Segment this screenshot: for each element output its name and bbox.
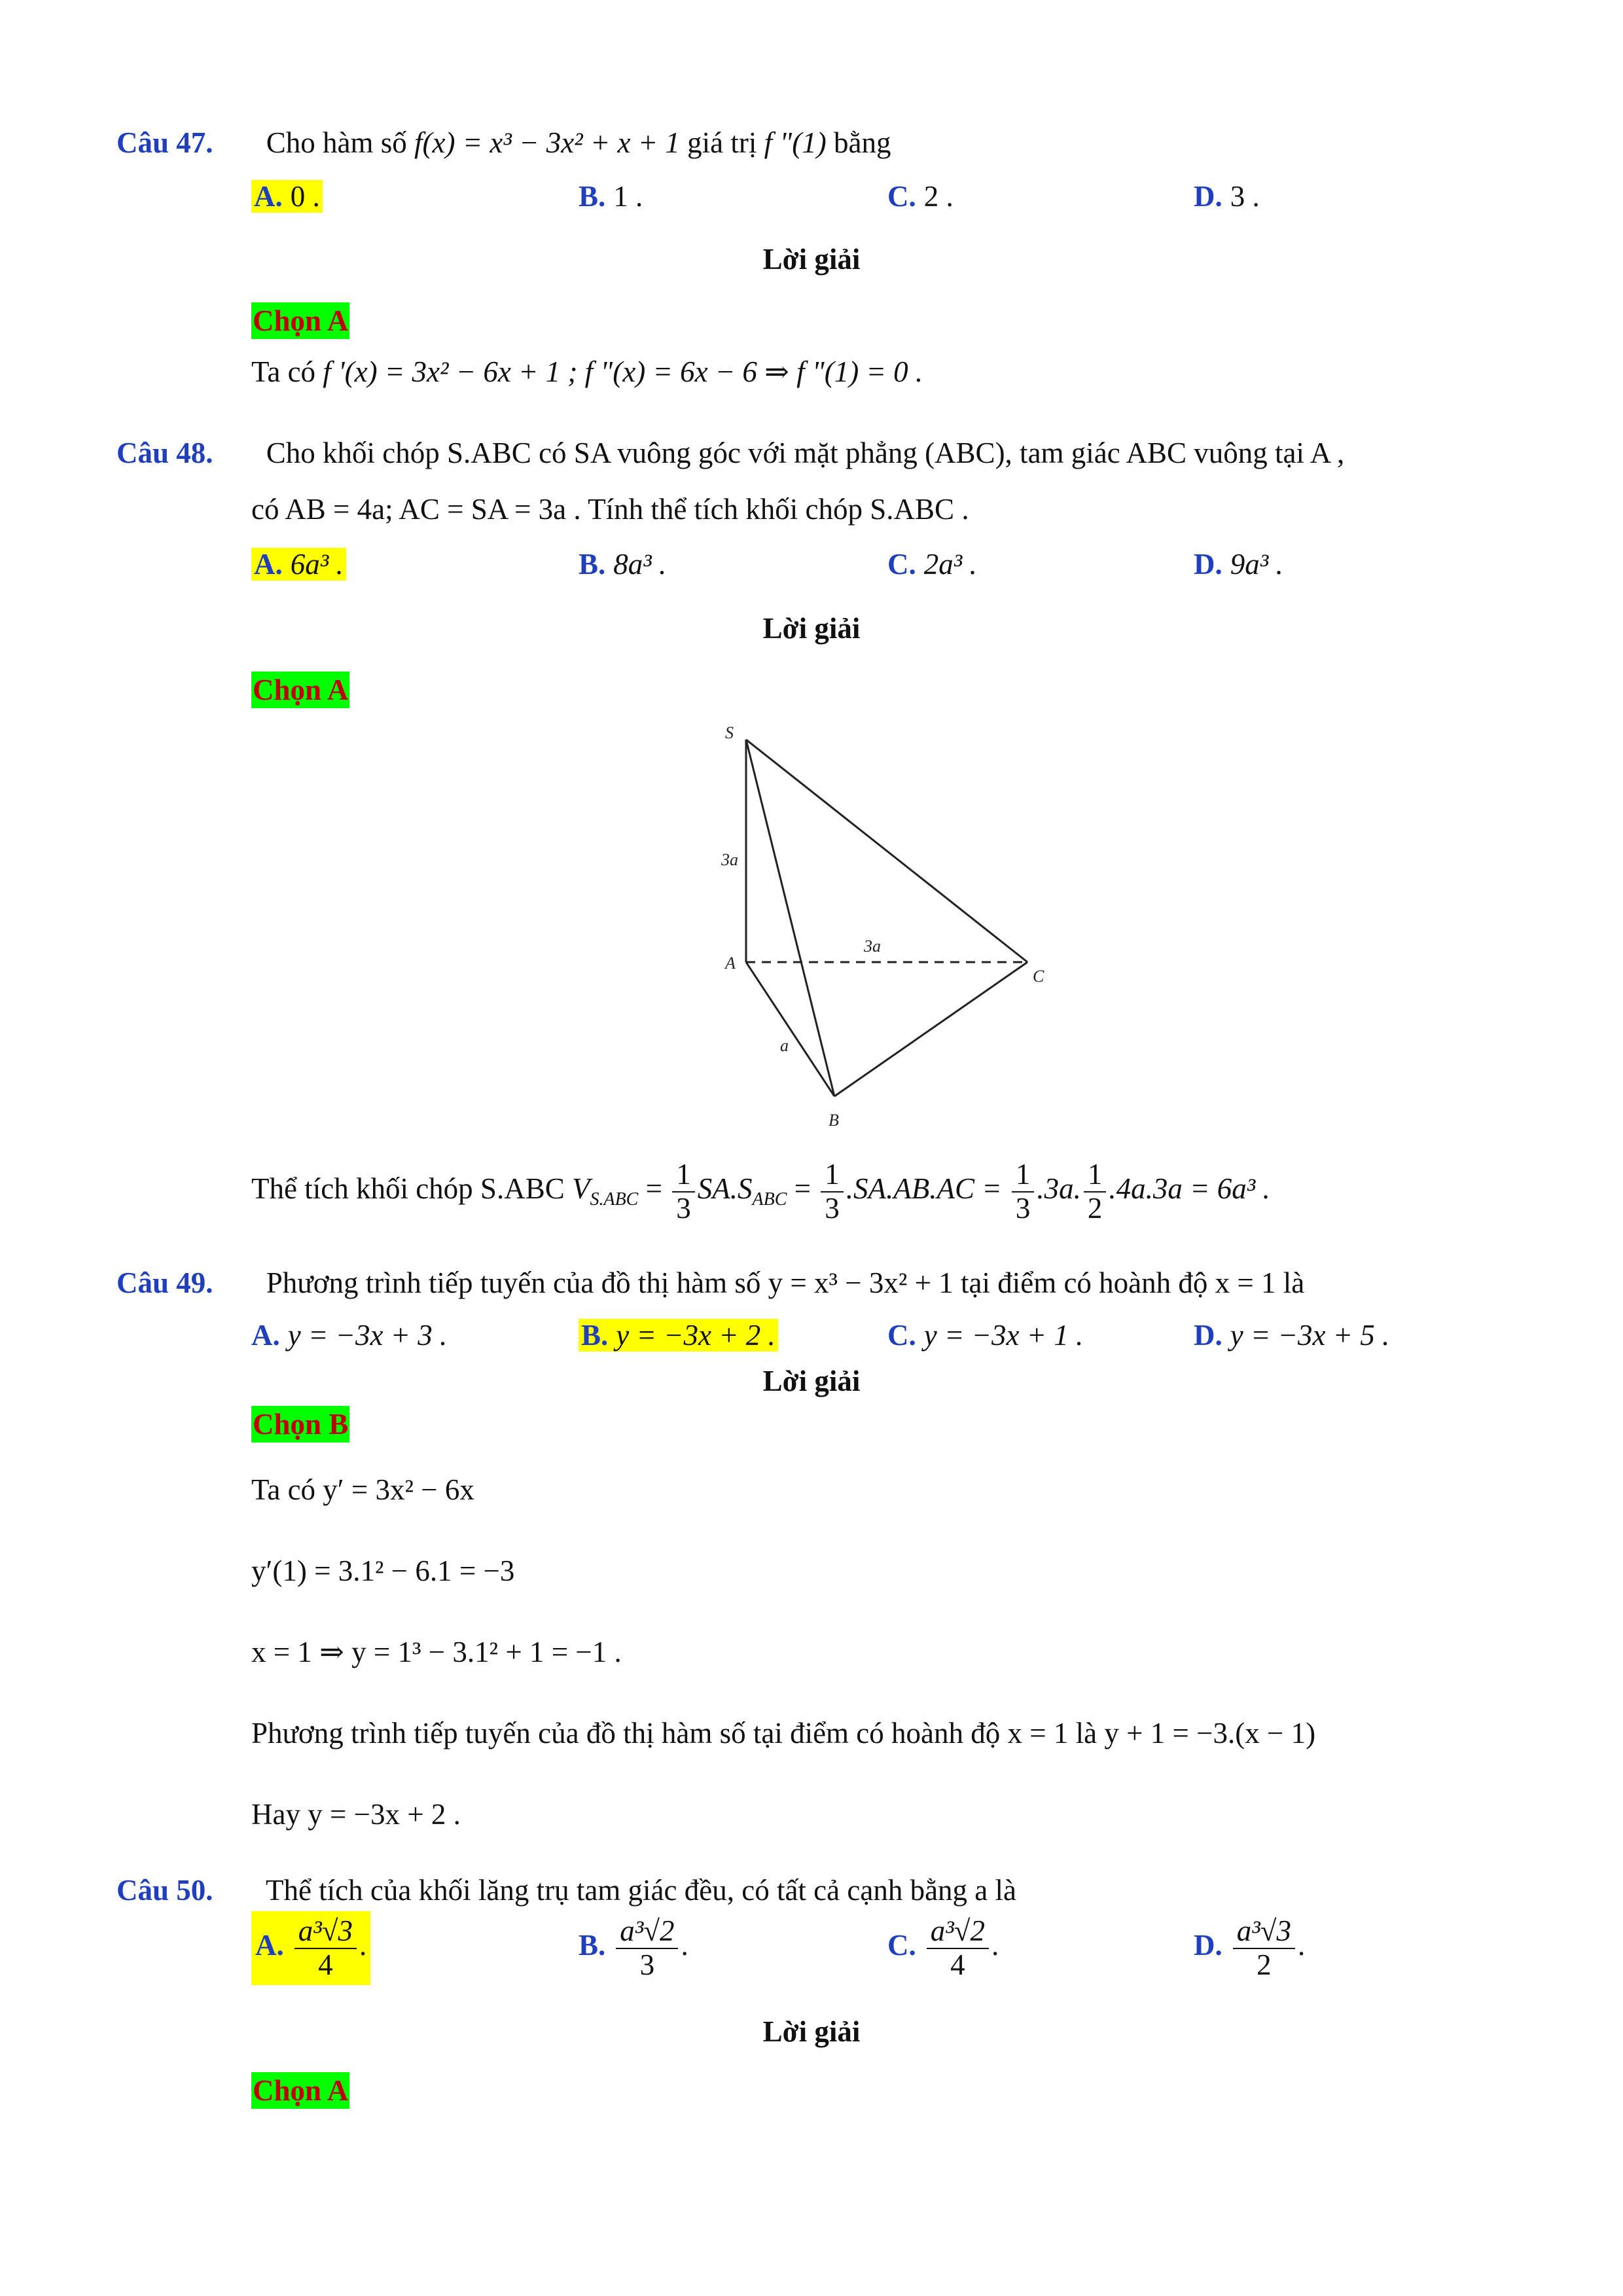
option-text: y = −3x + 3 . [287,1319,448,1352]
numerator: a³√3 [294,1915,357,1949]
option-b[interactable] [579,1314,778,1356]
question-label: Câu 49. [116,1266,213,1299]
solution-heading: Lời giải [762,1365,861,1397]
numerator: 1 [1012,1158,1035,1193]
fraction [672,1158,695,1225]
numerator: a³√3 [1233,1915,1295,1949]
solution-heading: Lời giải [762,612,861,645]
solution-math: .SA.AB.AC = [846,1172,1009,1205]
solution-line: Hay y = −3x + 2 . [251,1798,461,1831]
answer-choice: Chọn B [251,1406,349,1443]
denominator: 3 [825,1191,840,1225]
solution-math: .4a.3a = 6a³ . [1109,1172,1270,1205]
stem-text: bằng [833,126,891,159]
option-letter: A. [254,180,283,213]
option-d[interactable] [1194,1314,1389,1356]
question-50-stem [116,1871,1016,1910]
solution-math: ABC [752,1189,787,1210]
option-letter: B. [579,180,606,213]
option-a[interactable] [251,543,346,585]
option-letter: D. [1194,548,1222,581]
solution-math: = [638,1172,670,1205]
option-letter: C. [887,1928,916,1962]
pyramid-diagram [707,720,1073,1139]
edge-sb [746,740,834,1096]
option-letter: B. [579,1928,606,1962]
stem-math: f "(1) [764,126,827,159]
answer-choice: Chọn A [251,672,349,708]
option-letter: C. [887,1319,916,1352]
solution-heading: Lời giải [762,2015,861,2048]
solution-text: Ta có [251,355,323,388]
stem-math: f(x) = x³ − 3x² + x + 1 [414,126,680,159]
volume-formula [251,1158,1270,1229]
option-text: y = −3x + 2 . [616,1319,776,1352]
solution-math: = [787,1172,819,1205]
solution-math: V [571,1172,590,1205]
option-letter: D. [1194,180,1222,213]
solution-math: S.ABC [590,1189,639,1210]
fraction [821,1158,844,1225]
option-letter: A. [255,1928,284,1962]
answer-choice: Chọn A [251,302,349,339]
stem-text: giá trị [687,126,764,159]
edge-ab [746,962,834,1096]
fraction [927,1915,989,1981]
stem-text: Thể tích của khối lăng trụ tam giác đều, có tất cả cạnh bằng a là [265,1874,1016,1907]
option-letter: A. [251,1319,280,1352]
question-49-stem [116,1263,1304,1302]
stem-text: Phương trình tiếp tuyến của đồ thị hàm số y = x³ − 3x² + 1 tại điểm có hoành độ x = 1 là [266,1266,1305,1299]
option-text: 8a³ . [613,548,667,581]
vertex-a-label: A [725,954,736,973]
denominator: 4 [950,1948,965,1981]
question-label: Câu 50. [116,1874,213,1907]
denominator: 3 [639,1948,655,1981]
option-text: 6a³ . [290,548,344,581]
denominator: 2 [1087,1191,1103,1225]
question-48-stem [116,433,1344,473]
vertex-c-label: C [1033,967,1044,986]
option-c[interactable] [887,175,954,217]
option-a[interactable]: A. $\frac{\text{a³√3}}{4}$ . [251,1911,370,1985]
question-label: Câu 47. [116,126,213,159]
option-text: 2 . [923,180,954,213]
numerator: a³√2 [616,1915,678,1949]
answer-choice: Chọn A [251,2072,349,2109]
option-letter: D. [1194,1928,1222,1962]
denominator: 4 [318,1948,333,1981]
numerator: a³√2 [927,1915,989,1949]
solution-line [251,352,923,391]
solution-math: f '(x) = 3x² − 6x + 1 ; f "(x) = 6x − 6 ⇒ f "(1) = 0 . [323,355,923,388]
solution-math: .3a. [1037,1172,1081,1205]
fraction [294,1915,357,1981]
fraction [1084,1158,1107,1225]
option-text: 3 . [1230,180,1260,213]
vertex-s-label: S [725,723,734,742]
option-d[interactable] [1194,543,1283,585]
option-letter: B. [579,548,606,581]
option-text: 2a³ . [923,548,977,581]
question-47-stem [116,123,891,162]
solution-line: Ta có y′ = 3x² − 6x [251,1473,474,1506]
numerator: 1 [821,1158,844,1193]
denominator: 2 [1257,1948,1272,1981]
numerator: 1 [1084,1158,1107,1193]
solution-text: Thể tích khối chóp S.ABC [251,1172,572,1205]
option-d[interactable] [1194,175,1260,217]
denominator: 3 [676,1191,691,1225]
stem-text: có AB = 4a; AC = SA = 3a . Tính thể tích khối chóp S.ABC . [251,493,969,526]
option-text: 9a³ . [1230,548,1283,581]
option-c[interactable]: C. $\frac{\text{a³√2}}{4}$ . [887,1914,999,1981]
solution-line: y′(1) = 3.1² − 6.1 = −3 [251,1554,515,1587]
edge-sc [746,740,1027,962]
option-b[interactable] [579,543,666,585]
option-b[interactable] [579,175,643,217]
option-letter: C. [887,548,916,581]
edge-ac-length: 3a [864,937,881,956]
option-text: y = −3x + 5 . [1230,1319,1390,1352]
fraction [1012,1158,1035,1225]
option-c[interactable] [887,1314,1083,1356]
fraction [616,1915,678,1981]
option-letter: B. [581,1319,609,1352]
stem-text: Cho khối chóp S.ABC có SA vuông góc với mặt phẳng (ABC), tam giác ABC vuông tại A , [266,437,1345,469]
option-letter: D. [1194,1319,1222,1352]
option-text: y = −3x + 1 . [923,1319,1084,1352]
option-letter: A. [254,548,283,581]
vertex-b-label: B [829,1111,839,1130]
solution-math: SA.S [697,1172,753,1205]
edge-bc [834,962,1027,1096]
option-a[interactable] [251,1314,447,1356]
edge-sa-length: 3a [721,850,738,869]
option-text: 1 . [613,180,643,213]
solution-heading: Lời giải [762,243,861,276]
option-b[interactable]: B. $\frac{\text{a³√2}}{3}$ . [579,1914,688,1981]
fraction [1233,1915,1295,1981]
stem-text: Cho hàm số [266,126,415,159]
edge-ab-length: a [780,1036,789,1055]
denominator: 3 [1015,1191,1031,1225]
option-a[interactable] [251,175,323,217]
option-d[interactable]: D. $\frac{\text{a³√3}}{2}$ . [1194,1914,1306,1981]
solution-line: x = 1 ⇒ y = 1³ − 3.1² + 1 = −1 . [251,1636,622,1668]
option-text: 0 . [290,180,320,213]
solution-line: Phương trình tiếp tuyến của đồ thị hàm số tại điểm có hoành độ x = 1 là y + 1 = −3.(x − 1) [251,1717,1316,1749]
option-c[interactable] [887,543,977,585]
option-letter: C. [887,180,916,213]
question-label: Câu 48. [116,437,213,469]
numerator: 1 [672,1158,695,1193]
